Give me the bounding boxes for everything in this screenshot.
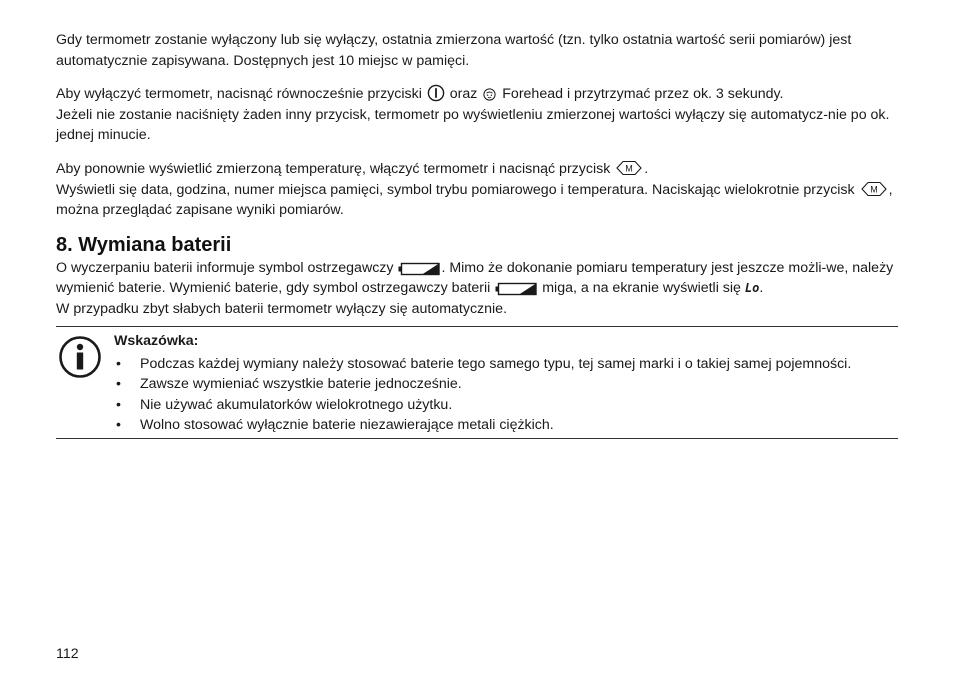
hint-title: Wskazówka: — [114, 332, 199, 349]
battery-text-4: . — [759, 280, 764, 297]
battery-text-5: W przypadku zbyt słabych baterii termometr wyłączy się automatycznie. — [56, 300, 508, 317]
list-item: • Podczas każdej wymiany należy stosować baterie tego samego typu, tej samej marki i o takiej samej pojemności. — [114, 354, 898, 375]
hint-list — [114, 354, 898, 436]
list-item: • Zawsze wymieniać wszystkie baterie jednocześnie. — [114, 374, 898, 395]
memory-recall-text-2: . — [644, 160, 649, 177]
forehead-icon — [482, 87, 497, 102]
document-page — [56, 30, 898, 439]
memory-recall-text-4: , można przeglądać zapisane wyniki pomiarów. — [56, 181, 893, 219]
memory-storage-text: Gdy termometr zostanie wyłączony lub się wyłączy, ostatnia zmierzona wartość (tzn. tylko ostatnia wartość serii pomiarów) jest automatycznie zapisywana. Dostępnych jest 10 miejsc w pamięci. — [56, 32, 852, 69]
power-off-text-3: Forehead i przytrzymać przez ok. 3 sekundy. — [502, 86, 784, 103]
list-item: • Wolno stosować wyłącznie baterie niezawierające metali ciężkich. — [114, 415, 898, 436]
battery-low-icon — [495, 282, 537, 296]
section-heading: 8. Wymiana baterii — [56, 233, 232, 256]
auto-off-text: Jeżeli nie zostanie naciśnięty żaden inny przycisk, termometr po wyświetleniu zmierzonej wartości wyłączy się automatycz-nie po ok. jednej minucie. — [56, 106, 890, 144]
hint-box — [56, 326, 898, 439]
paragraph-memory-recall — [56, 159, 898, 221]
list-item: • Nie używać akumulatorków wielokrotnego użytku. — [114, 395, 898, 416]
page-number: 112 — [56, 646, 79, 662]
memory-recall-text-1: Aby ponownie wyświetlić zmierzoną temperaturę, włączyć termometr i nacisnąć przycisk — [56, 160, 611, 177]
info-icon — [58, 335, 102, 379]
lo-display-symbol: Lo — [744, 281, 760, 296]
memory-button-label: M — [625, 163, 633, 174]
memory-recall-text-3: Wyświetli się data, godzina, numer miejsca pamięci, symbol trybu pomiarowego i temperatura. Naciskając wielokrotnie przycisk — [56, 181, 855, 198]
battery-text-2: . Mimo że dokonanie pomiaru temperatury jest jeszcze możli-we, należy wymienić baterie. Wymienić baterie, gdy symbol ostrzegawczy baterii — [56, 259, 894, 297]
memory-button-icon — [860, 180, 888, 198]
memory-button-label: M — [869, 183, 878, 194]
battery-text-1: O wyczerpaniu baterii informuje symbol ostrzegawczy — [56, 259, 394, 276]
memory-button-icon — [615, 159, 643, 177]
paragraph-power-off — [56, 84, 898, 146]
power-off-text-2: oraz — [449, 86, 478, 103]
battery-text-3: miga, a na ekranie wyświetli się — [542, 280, 741, 297]
power-off-text-1: Aby wyłączyć termometr, nacisnąć równocześnie przyciski — [56, 86, 422, 103]
paragraph-battery — [56, 258, 898, 320]
power-button-icon — [427, 84, 445, 102]
battery-low-icon — [398, 262, 440, 276]
paragraph-memory-storage — [56, 30, 898, 71]
